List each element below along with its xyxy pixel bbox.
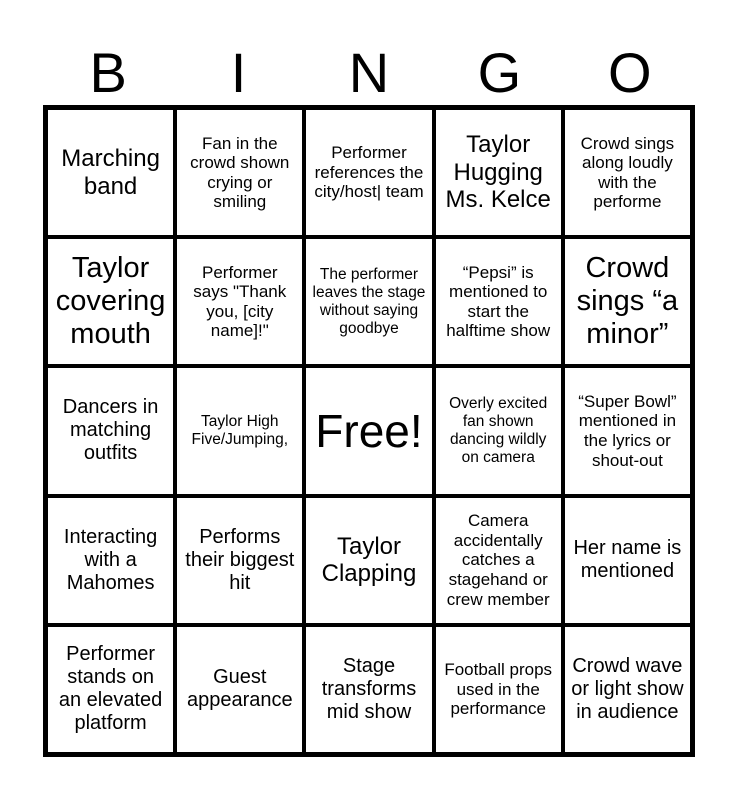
- cell-text: Stage transforms mid show: [321, 654, 417, 723]
- cell-text: “Pepsi” is mentioned to start the halftime show: [446, 262, 551, 341]
- header-letter-i: I: [230, 41, 247, 104]
- bingo-cell-r4c2[interactable]: [175, 496, 304, 625]
- cell-text: Taylor covering mouth: [55, 251, 166, 351]
- bingo-cell-r1c3[interactable]: [304, 108, 433, 237]
- bingo-cell-r2c3[interactable]: [304, 237, 433, 366]
- bingo-cell-r1c4[interactable]: [434, 108, 563, 237]
- cell-text: Guest appearance: [186, 666, 293, 712]
- cell-text: Crowd sings along loudly with the performe: [580, 133, 675, 212]
- bingo-cell-r2c2[interactable]: [175, 237, 304, 366]
- bingo-cell-r3c1[interactable]: [46, 366, 175, 495]
- bingo-cell-r1c5[interactable]: [563, 108, 692, 237]
- bingo-cell-r1c1[interactable]: [46, 108, 175, 237]
- cell-text: Performer says "Thank you, [city name]!": [193, 262, 287, 341]
- cell-text: The performer leaves the stage without saying goodbye: [312, 266, 426, 337]
- bingo-cell-r4c4[interactable]: [434, 496, 563, 625]
- bingo-cell-r4c3[interactable]: [304, 496, 433, 625]
- bingo-cell-r5c4[interactable]: [434, 625, 563, 754]
- bingo-header: [43, 40, 695, 106]
- cell-text: Performer stands on an elevated platform: [58, 643, 163, 735]
- header-letter-b: B: [89, 41, 127, 104]
- cell-text: Marching band: [61, 145, 160, 200]
- cell-text: Her name is mentioned: [573, 537, 682, 583]
- header-letter-n: N: [348, 41, 390, 104]
- bingo-cell-r3c2[interactable]: [175, 366, 304, 495]
- cell-text: Performer references the city/host| team: [314, 143, 424, 202]
- bingo-cell-r4c1[interactable]: [46, 496, 175, 625]
- bingo-cell-r1c2[interactable]: [175, 108, 304, 237]
- cell-text: Interacting with a Mahomes: [63, 525, 158, 594]
- cell-text: Performs their biggest hit: [185, 525, 295, 594]
- cell-text: Camera accidentally catches a stagehand or crew member: [446, 511, 550, 609]
- cell-text: Fan in the crowd shown crying or smiling: [190, 133, 290, 212]
- bingo-cell-r3c4[interactable]: [434, 366, 563, 495]
- cell-text: “Super Bowl” mentioned in the lyrics or shout-out: [578, 391, 677, 470]
- bingo-cell-r5c3[interactable]: [304, 625, 433, 754]
- bingo-cell-r3c5[interactable]: [563, 366, 692, 495]
- bingo-cell-free[interactable]: [304, 366, 433, 495]
- cell-text: Overly excited fan shown dancing wildly on camera: [449, 395, 548, 466]
- bingo-cell-r2c5[interactable]: [563, 237, 692, 366]
- cell-text: Taylor Clapping: [321, 532, 417, 588]
- bingo-cell-r5c1[interactable]: [46, 625, 175, 754]
- cell-text: Taylor High Five/Jumping,: [191, 413, 289, 448]
- cell-text: Dancers in matching outfits: [62, 396, 159, 465]
- free-space-text: Free!: [315, 404, 423, 457]
- header-letter-o: O: [607, 41, 652, 104]
- bingo-cell-r5c2[interactable]: [175, 625, 304, 754]
- cell-text: Taylor Hugging Ms. Kelce: [445, 131, 551, 214]
- bingo-card-grid: [43, 105, 695, 757]
- cell-text: Football props used in the performance: [444, 660, 553, 719]
- bingo-cell-r2c4[interactable]: [434, 237, 563, 366]
- bingo-cell-r5c5[interactable]: [563, 625, 692, 754]
- header-letter-g: G: [477, 41, 522, 104]
- bingo-cell-r4c5[interactable]: [563, 496, 692, 625]
- bingo-cell-r2c1[interactable]: [46, 237, 175, 366]
- cell-text: Crowd sings “a minor”: [576, 251, 679, 351]
- cell-text: Crowd wave or light show in audience: [571, 654, 684, 723]
